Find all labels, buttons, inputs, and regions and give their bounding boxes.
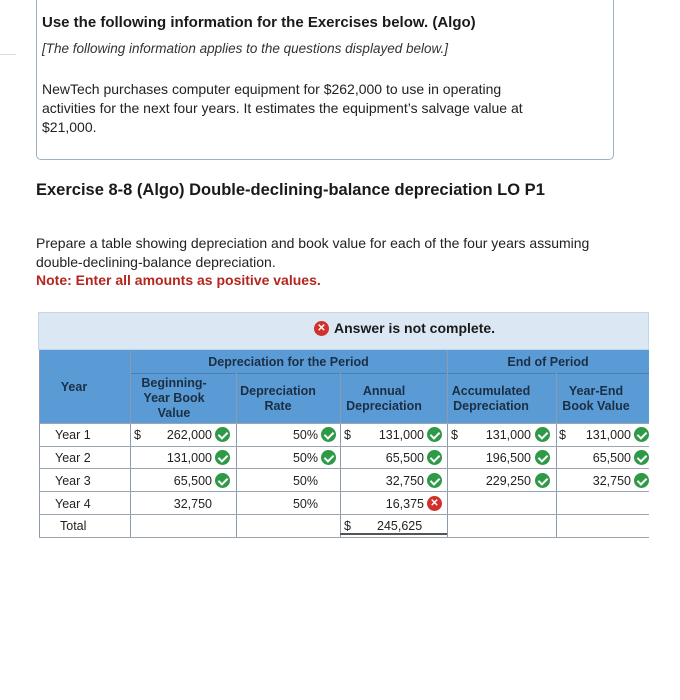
- row-1-accumulated-input[interactable]: 131,000: [485, 428, 531, 442]
- header-year-end-book-value: Year-End Book Value: [562, 384, 630, 413]
- grid-line: [39, 446, 649, 447]
- row-2-rate-input[interactable]: 50%: [292, 451, 318, 465]
- group-header-period: Depreciation for the Period: [208, 355, 369, 369]
- row-3-annual-input[interactable]: 32,750: [385, 474, 424, 488]
- row-2-book-value-input[interactable]: 65,500: [592, 451, 631, 465]
- row-2-accumulated-input[interactable]: 196,500: [485, 451, 531, 465]
- row-1-beginning-input[interactable]: 262,000: [166, 428, 212, 442]
- row-1-annual-input[interactable]: 131,000: [378, 428, 424, 442]
- check-icon: [634, 473, 649, 488]
- check-icon: [634, 450, 649, 465]
- grid-line: [39, 350, 40, 538]
- grid-line: [130, 350, 131, 538]
- check-icon: [535, 427, 550, 442]
- total-annual-depreciation: 245,625: [377, 519, 423, 533]
- row-1-book-value-currency: $: [559, 428, 566, 442]
- row-1-book-value-input[interactable]: 131,000: [585, 428, 631, 442]
- row-3-accumulated-input[interactable]: 229,250: [485, 474, 531, 488]
- grid-line: [39, 514, 649, 515]
- row-3-beginning-input[interactable]: 65,500: [173, 474, 212, 488]
- check-icon: [215, 450, 230, 465]
- row-3-book-value-input[interactable]: 32,750: [592, 474, 631, 488]
- header-divider: [130, 373, 649, 374]
- grid-line: [39, 537, 649, 538]
- x-circle-icon: ✕: [314, 321, 329, 336]
- row-2-beginning-input[interactable]: 131,000: [166, 451, 212, 465]
- grid-line: [39, 423, 649, 424]
- check-icon: [634, 427, 649, 442]
- row-1-year: Year 1: [55, 428, 91, 442]
- header-depreciation-rate: Depreciation Rate: [240, 384, 316, 413]
- check-icon: [535, 473, 550, 488]
- row-4-beginning-input[interactable]: 32,750: [173, 497, 212, 511]
- check-icon: [215, 473, 230, 488]
- info-text: NewTech purchases computer equipment for $262,000 to use in operating activities for the next four years. It estimates the equipment’s salvage value at $21,000.: [42, 81, 523, 135]
- group-header-end: End of Period: [507, 355, 589, 369]
- header-beginning-book-value: Beginning- Year Book Value: [141, 376, 207, 420]
- grid-line: [39, 491, 649, 492]
- exercise-instructions: Prepare a table showing depreciation and book value for each of the four years assuming double-declining-balance depreciation.: [36, 235, 590, 270]
- check-icon: [427, 427, 442, 442]
- total-label: Total: [60, 519, 87, 533]
- row-3-rate-input[interactable]: 50%: [292, 474, 318, 488]
- exercise-note: Note: Enter all amounts as positive values.: [36, 272, 321, 288]
- header-accumulated-depreciation: Accumulated Depreciation: [451, 384, 531, 413]
- row-2-annual-input[interactable]: 65,500: [385, 451, 424, 465]
- row-4-rate-input[interactable]: 50%: [292, 497, 318, 511]
- status-text: Answer is not complete.: [334, 320, 496, 336]
- info-title: Use the following information for the Exercises below. (Algo): [42, 14, 476, 31]
- grid-line: [39, 468, 649, 469]
- row-1-annual-currency: $: [344, 428, 351, 442]
- row-1-accumulated-currency: $: [451, 428, 458, 442]
- check-icon: [535, 450, 550, 465]
- header-annual-depreciation: Annual Depreciation: [346, 384, 422, 413]
- row-1-rate-input[interactable]: 50%: [292, 428, 318, 442]
- row-3-year: Year 3: [55, 474, 91, 488]
- row-2-year: Year 2: [55, 451, 91, 465]
- divider: [0, 54, 16, 55]
- row-4-year: Year 4: [55, 497, 91, 511]
- info-subtitle: [The following information applies to the questions displayed below.]: [42, 41, 448, 56]
- row-1-beginning-currency: $: [134, 428, 141, 442]
- exercise-title: Exercise 8-8 (Algo) Double-declining-balance depreciation LO P1: [36, 181, 545, 199]
- total-currency: $: [344, 519, 351, 533]
- x-circle-icon: ✕: [427, 496, 442, 511]
- check-icon: [427, 450, 442, 465]
- check-icon: [321, 427, 336, 442]
- status-message: [314, 320, 495, 336]
- header-year: Year: [60, 380, 88, 394]
- check-icon: [427, 473, 442, 488]
- row-4-annual-input[interactable]: 16,375: [385, 497, 424, 511]
- check-icon: [215, 427, 230, 442]
- grid-line: [447, 350, 448, 538]
- check-icon: [321, 450, 336, 465]
